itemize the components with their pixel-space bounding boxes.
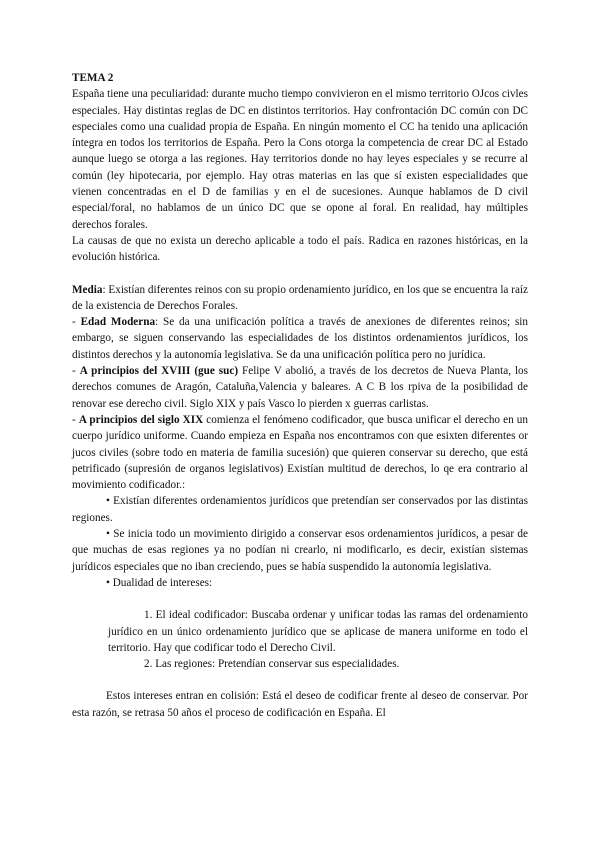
bullet-item: • Dualidad de intereses: [106, 576, 213, 589]
xviii-paragraph [72, 363, 528, 412]
moderna-label: Edad Moderna [80, 316, 156, 329]
xix-dash: - [72, 413, 79, 426]
numbered-item: 1. El ideal codificador: Buscaba ordenar y unificar todas las ramas del ordenamiento jurídico en un único ordenamiento jurídico que se aplicase de manera uniforme en todo el territorio. Hay que codificar todo el Derecho Civil. [108, 609, 528, 654]
xviii-label: A principios del XVIII (gue suc) [79, 365, 239, 378]
numbered-item: 2. Las regiones: Pretendían conservar sus especialidades. [144, 658, 400, 671]
xix-text: comienza el fenómeno codificador, que busca unificar el derecho en un cuerpo jurídico uniforme. Cuando empieza en España nos encontramos con que esixten diferentes or jucos civiles (sobre todo en materia de familia sucesión) que quieren conservar su derecho, que está petrificado (supresión de organos legislativos) Existían multitud de derechos, lo qe era contrario al movimiento codificador.: [72, 413, 528, 492]
bullet-item: • Existían diferentes ordenamientos jurídicos que pretendían ser conservados por las distintas regiones. [72, 495, 528, 524]
xviii-text: Felipe V abolió, a través de los decretos de Nueva Planta, los derechos comunes de Aragón, Cataluña,Valencia y baleares. A C B los rpiva de la posibilidad de renovar ese derecho civil. Siglo XIX y país Vasco lo pierden x guerras carlistas. [72, 365, 528, 410]
xix-label: A principios del siglo XIX [78, 413, 204, 426]
media-label: Media [72, 283, 103, 296]
causes-paragraph: La causas de que no exista un derecho aplicable a todo el país. Radica en razones históricas, en la evolución histórica. [72, 234, 528, 264]
bullet-item: • Se inicia todo un movimiento dirigido a conservar esos ordenamientos jurídicos, a pesar de que muchas de esas regiones ya no podían ni crearlo, ni modificarlo, es decir, existían sistemas jurídicos especiales que no iban creciendo, pues se había suspendido la autonomía legislativa. [72, 528, 528, 573]
media-paragraph [72, 282, 528, 315]
xviii-dash: - [72, 365, 80, 378]
closing-paragraph: Estos intereses entran en colisión: Está el deseo de codificar frente al deseo de conservar. Por esta razón, se retrasa 50 años el proceso de codificación en España. El [72, 690, 528, 719]
spacer [72, 591, 528, 607]
moderna-text: : Se da una unificación política a través de anexiones de diferentes reinos; sin embargo, se siguen conservando las especialidades de los distintos ordenamientos jurídicos, los distintos derechos y la autonomía legislativa. Se da una unificación política pero no jurídica. [72, 316, 528, 361]
moderna-dash: - [72, 316, 81, 329]
moderna-paragraph [72, 314, 528, 363]
numbered-list [72, 607, 528, 672]
page-title: TEMA 2 [72, 72, 114, 84]
spacer [72, 672, 528, 688]
media-text: : Existían diferentes reinos con su propio ordenamiento jurídico, en los que se encuentra la raíz de la existencia de Derechos Forales. [72, 283, 528, 312]
spacer [72, 266, 528, 282]
intro-paragraph: España tiene una peculiaridad: durante mucho tiempo convivieron en el mismo territorio OJcos civles especiales. Hay distintas reglas de DC en distintos territorios. Hay confrontación DC común con DC especiales como una cualidad propia de España. En ningún momento el CC ha tenido una aplicación íntegra en todos los territorios de España. Pero la Cons otorga la competencia de crear DC al Estado aunque luego se otorga a las regiones. Hay territorios donde no hay leyes especiales y se recurre al común (ley hipotecaria, por ejemplo. Hay otras materias en las que sí existen especialidades que vienen concentradas en el D de familias y en el de sucesiones. Aunque hablamos de D civil especial/foral, no hablamos de un único DC que se opone al foral. En realidad, hay múltiples derechos forales. [72, 88, 528, 231]
xix-paragraph [72, 412, 528, 493]
